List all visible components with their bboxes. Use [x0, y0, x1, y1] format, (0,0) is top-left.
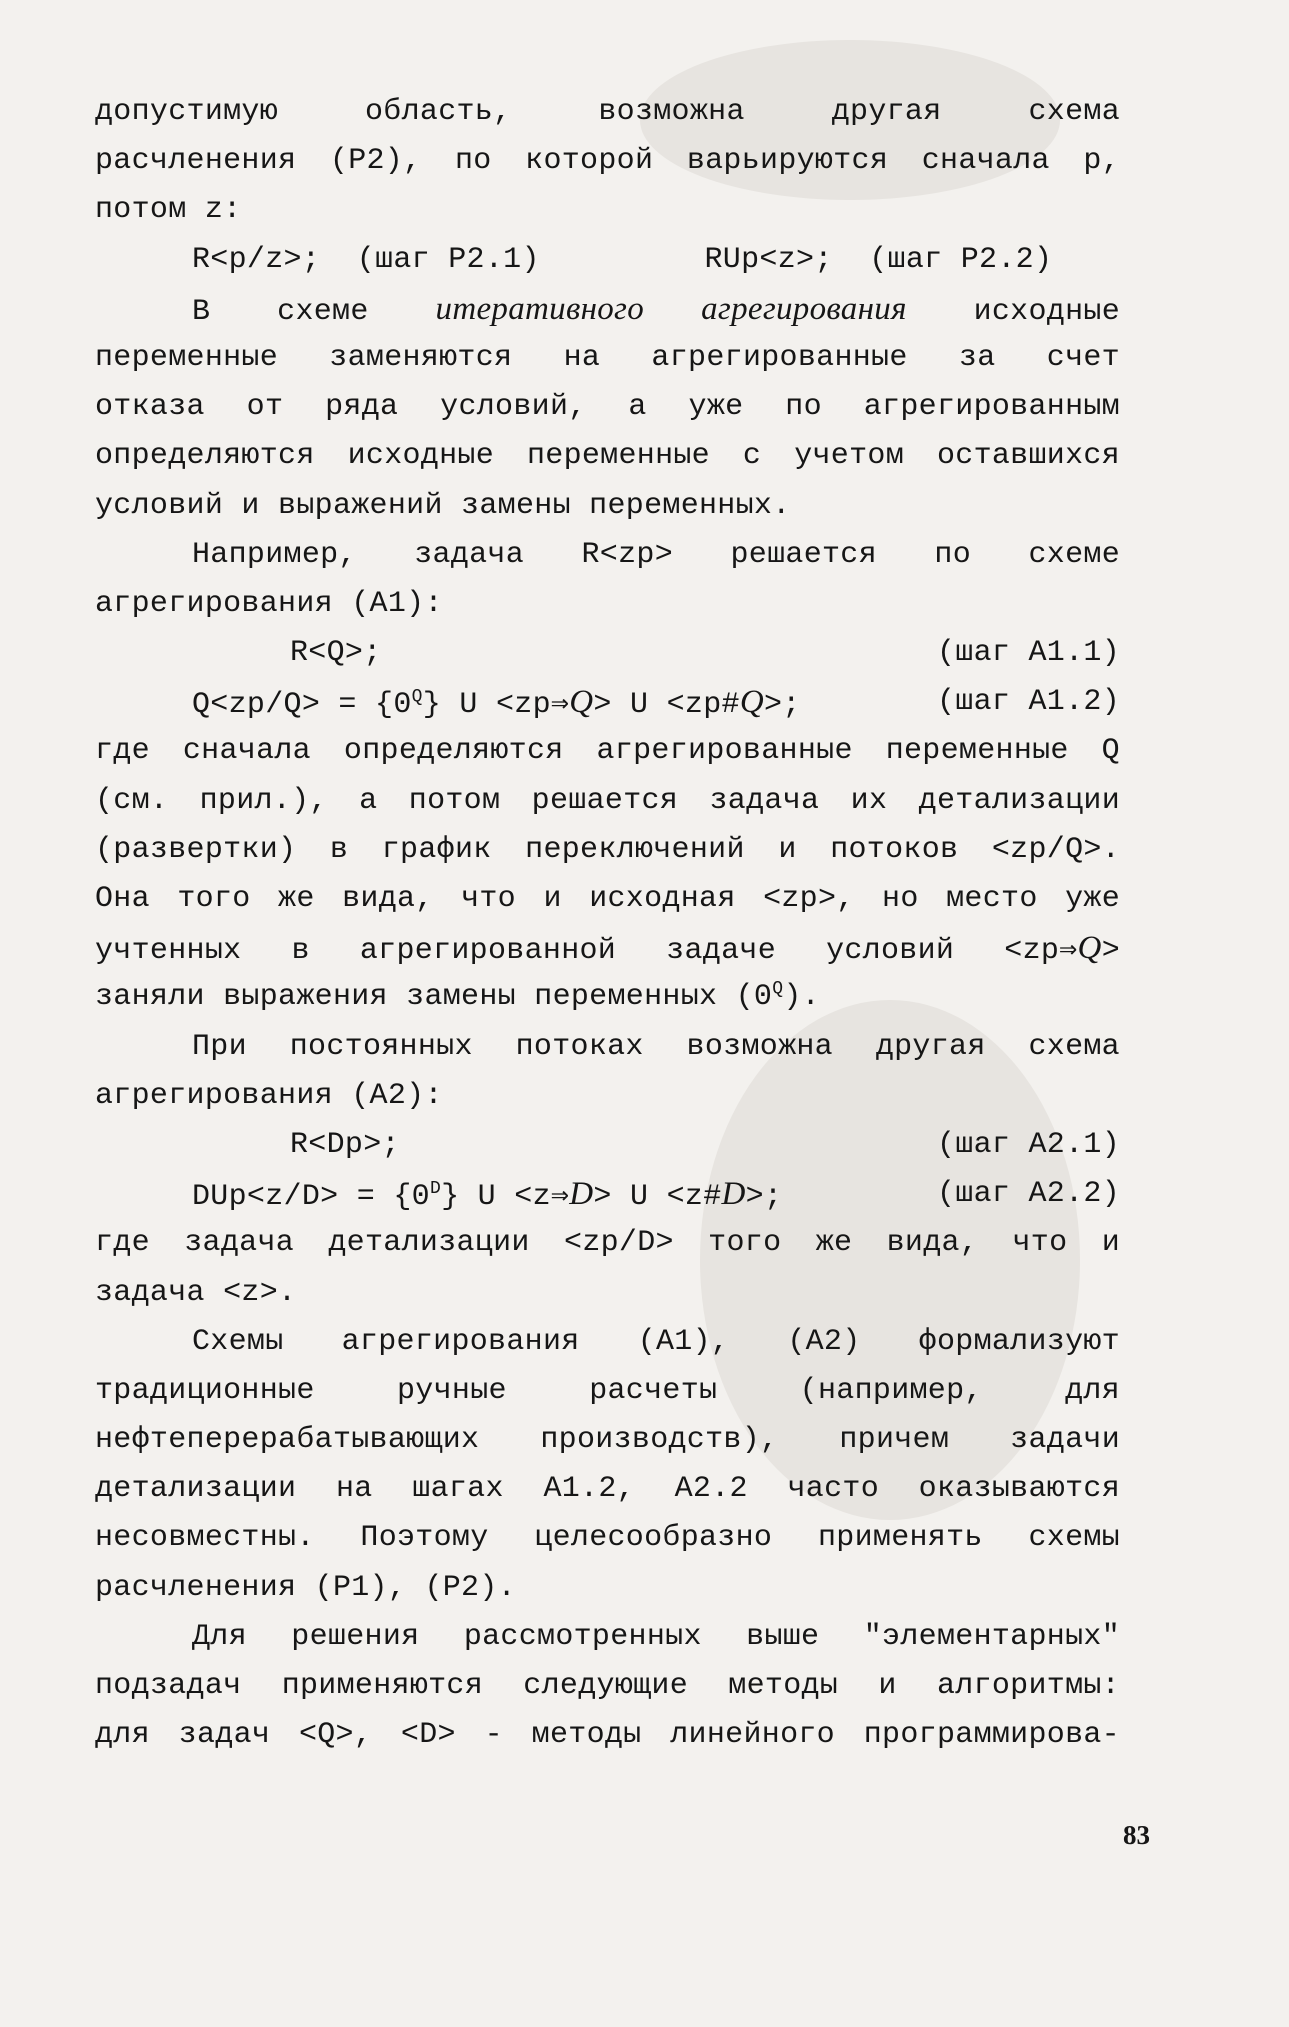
formula-line [95, 1170, 1120, 1219]
formula-part: RUp<z>; (шаг Р2.2) [704, 242, 1053, 277]
text-line: условий и выражений замены переменных. [95, 488, 791, 523]
superscript: Q [411, 687, 423, 708]
page-number: 83 [1123, 1820, 1150, 1850]
text-line: допустимую область, возможна другая схема [95, 95, 1120, 129]
text-line: (см. прил.), а потом решается задача их детализации [95, 783, 1120, 818]
text-line: нефтеперерабатывающих производств), причем задачи [95, 1423, 1120, 1458]
text-line [95, 973, 1120, 1022]
italic-term: итеративного агрегирования [435, 290, 907, 327]
text-line: традиционные ручные расчеты (например, для [95, 1373, 1120, 1408]
formula-part: } U <zp⇒ [422, 688, 570, 723]
formula-line [95, 1121, 1120, 1170]
text-fragment: заняли выражения замены переменных (0 [95, 980, 773, 1015]
text-fragment: > [1101, 934, 1120, 969]
text-line: где сначала определяются агрегированные переменные Q [95, 734, 1120, 769]
superscript: D [429, 1179, 442, 1200]
text-line [95, 924, 1120, 973]
text-fragment: ). [783, 980, 820, 1015]
text-line: агрегирования (А1): [95, 586, 443, 621]
formula-part: DUp<z/D> = {0 [192, 1180, 430, 1215]
formula: R<Dp>; [290, 1127, 400, 1162]
text-line: для задач <Q>, <D> - методы линейного программирова- [95, 1718, 1120, 1753]
text-line: потом z: [95, 193, 242, 228]
text-fragment: исходные [906, 294, 1120, 329]
text-line: детализации на шагах А1.2, А2.2 часто оказываются [95, 1472, 1120, 1507]
formula-line [95, 678, 1120, 727]
text-line: переменные заменяются на агрегированные за счет [95, 340, 1120, 375]
formula-line [95, 629, 1120, 678]
step-label: (шаг А2.1) [936, 1127, 1120, 1162]
text-line: задача <z>. [95, 1275, 297, 1310]
italic-symbol: D [721, 1176, 746, 1213]
step-label: (шаг А1.1) [936, 636, 1120, 671]
formula-line [95, 236, 1120, 285]
text-fragment: В схеме [192, 294, 436, 329]
text-line: расчленения (Р1), (Р2). [95, 1570, 516, 1605]
italic-symbol: D [569, 1176, 594, 1213]
text-line: где задача детализации <zp/D> того же вида, что и [95, 1226, 1120, 1261]
text-line: агрегирования (А2): [95, 1078, 443, 1113]
italic-symbol: Q [739, 684, 764, 721]
superscript: Q [772, 979, 784, 1000]
step-label: (шаг А2.2) [936, 1177, 1120, 1212]
text-line: При постоянных потоках возможна другая схема [192, 1029, 1120, 1064]
italic-symbol: Q [1077, 930, 1102, 967]
text-line: Например, задача R<zp> решается по схеме [192, 537, 1120, 572]
formula: R<Q>; [290, 636, 382, 671]
text-line: отказа от ряда условий, а уже по агрегированным [95, 390, 1120, 425]
body-text [95, 88, 1120, 1760]
text-line: расчленения (Р2), по которой варьируются сначала р, [95, 144, 1120, 179]
text-line: определяются исходные переменные с учетом оставшихся [95, 439, 1120, 474]
text-line: подзадач применяются следующие методы и алгоритмы: [95, 1669, 1120, 1703]
formula-part: >; [745, 1180, 783, 1215]
text-line: несовместны. Поэтому целесообразно применять схемы [95, 1521, 1120, 1556]
formula-part: R<p/z>; (шаг Р2.1) [192, 242, 540, 277]
formula-part: > U <z# [593, 1180, 722, 1215]
text-line: Для решения рассмотренных выше "элементарных" [192, 1619, 1120, 1654]
text-line: (развертки) в график переключений и потоков <zp/Q>. [95, 832, 1120, 867]
text-line: Она того же вида, что и исходная <zp>, но место уже [95, 882, 1120, 916]
formula-part: > U <zp# [593, 688, 740, 723]
formula-part: } U <z⇒ [441, 1180, 570, 1215]
text-line [95, 285, 1120, 334]
text-fragment: учтенных в агрегированной задаче условий <zp⇒ [95, 934, 1078, 969]
formula-part: >; [763, 688, 801, 723]
step-label: (шаг А1.2) [936, 685, 1120, 720]
formula [192, 1170, 782, 1219]
italic-symbol: Q [569, 684, 594, 721]
formula [192, 678, 801, 727]
formula-part: Q<zp/Q> = {0 [192, 688, 412, 723]
text-line: Схемы агрегирования (А1), (А2) формализуют [192, 1324, 1120, 1359]
